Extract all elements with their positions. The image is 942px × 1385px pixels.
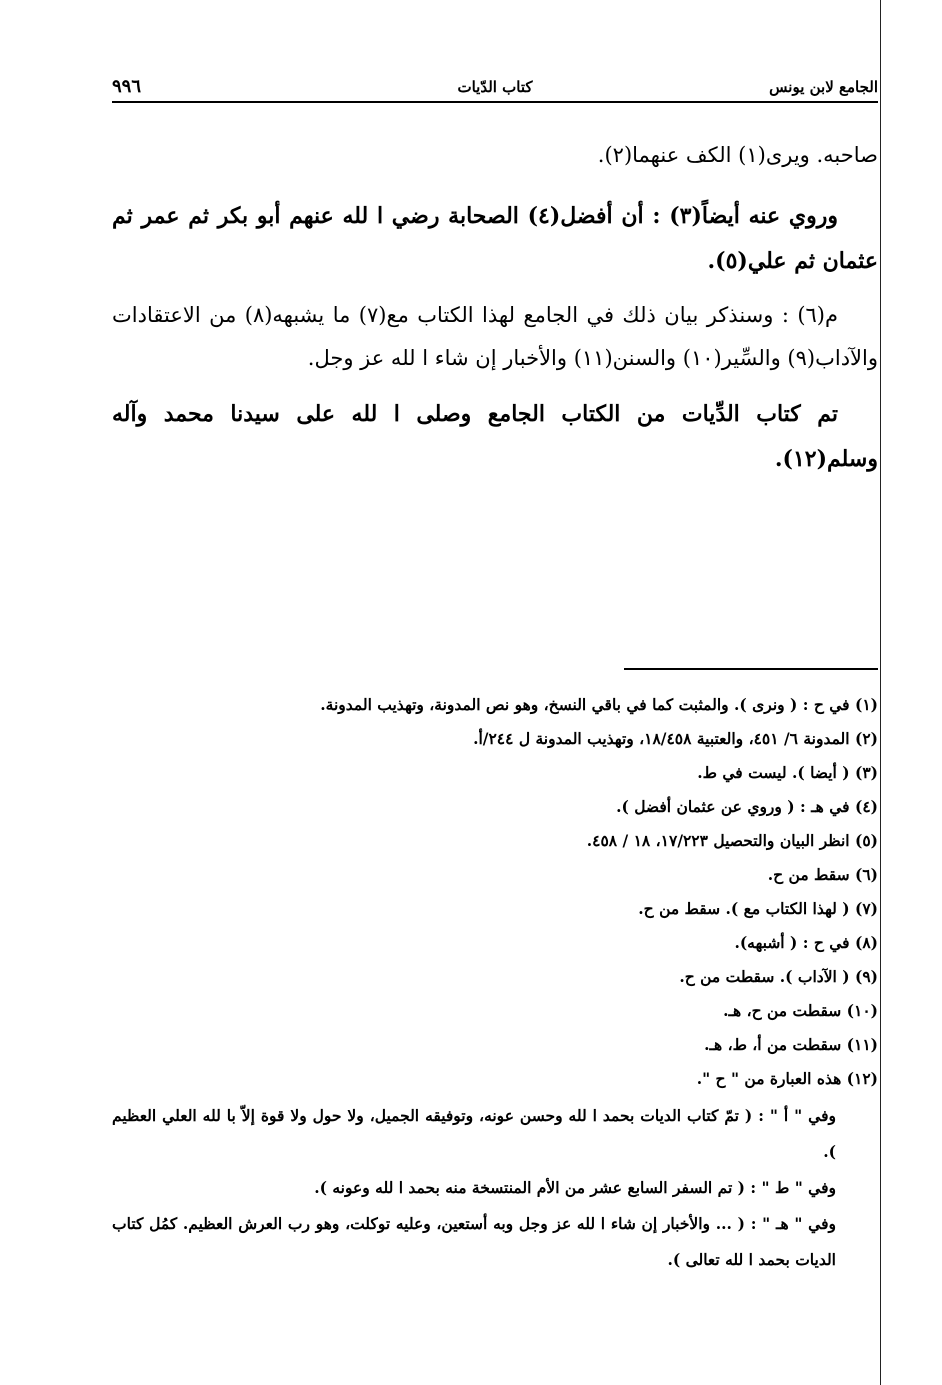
footnotes-list: [112, 690, 878, 1098]
paragraph-4: تم كتاب الدِّيات من الكتاب الجامع وصلى ا لله على سيدنا محمد وآله وسلم(١٢).: [112, 401, 878, 472]
footnote-2: (٢) المدونة ٦/ ٤٥١، والعتبية ١٨/٤٥٨، وتهذيب المدونة ل ٢٤٤/أ.: [473, 729, 878, 748]
manuscript-variants: [112, 1098, 836, 1278]
footnote-8: (٨) في ح : ( أشبهه).: [734, 933, 878, 952]
footnote-5: (٥) انظر البيان والتحصيل ١٧/٢٢٣، ١٨ / ٤٥٨.: [586, 831, 878, 850]
paragraph-2: وروي عنه أيضاً(٣) : أن أفضل(٤) الصحابة رضي ا لله عنهم أبو بكر ثم عمر ثم عثمان ثم علي(٥).: [112, 203, 878, 274]
footnote-4: (٤) في هـ : ( وروي عن عثمان أفضل ).: [616, 797, 878, 816]
running-header: [112, 76, 878, 100]
paragraph-3: م(٦) : وسنذكر بيان ذلك في الجامع لهذا الكتاب مع(٧) ما يشبهه(٨) من الاعتقادات والآداب(٩) والسِّير(١٠) والسنن(١١) والأخبار إن شاء ا لله عز وجل.: [112, 303, 878, 370]
variant-ta: وفي " ط " : ( تم السفر السابع عشر من الأم المنتسخة منه بحمد ا لله وعونه ).: [314, 1178, 836, 1197]
chapter-title: كتاب الدّيات: [457, 78, 533, 96]
footnote-1: (١) في ح : ( ونرى ). والمثبت كما في باقي النسخ، وهو نص المدونة، وتهذيب المدونة.: [320, 695, 878, 714]
footnote-10: (١٠) سقطت من ح، هـ.: [723, 1001, 878, 1020]
variant-alif: وفي " أ " : ( تمّ كتاب الديات بحمد ا لله وحسن عونه، وتوفيقه الجميل، ولا حول ولا قوة إلاّ با لله العلي العظيم ).: [112, 1106, 836, 1161]
footnote-11: (١١) سقطت من أ، ط، هـ.: [704, 1035, 878, 1054]
footnote-separator: [624, 668, 878, 670]
footnote-7: (٧) ( لهذا الكتاب مع ). سقط من ح.: [638, 899, 878, 918]
footnote-12: (١٢) هذه العبارة من " ح ".: [696, 1069, 878, 1088]
footnote-9: (٩) ( الآداب ). سقطت من ح.: [679, 967, 878, 986]
footnote-6: (٦) سقط من ح.: [767, 865, 878, 884]
header-rule: [112, 101, 878, 103]
footnote-3: (٣) ( أيضا ). ليست في ط.: [697, 763, 878, 782]
paragraph-1: صاحبه. ويرى(١) الكف عنهما(٢).: [597, 143, 878, 167]
page-number: ٩٩٦: [112, 76, 142, 97]
book-title: الجامع لابن يونس: [769, 78, 878, 96]
page-edge-line: [880, 0, 881, 1385]
variant-ha: وفي " هـ " : ( ... والأخبار إن شاء ا لله عز وجل وبه أستعين، وعليه توكلت، وهو رب العرش العظيم. كمُل كتاب الديات بحمد ا لله تعالى ).: [112, 1214, 836, 1269]
